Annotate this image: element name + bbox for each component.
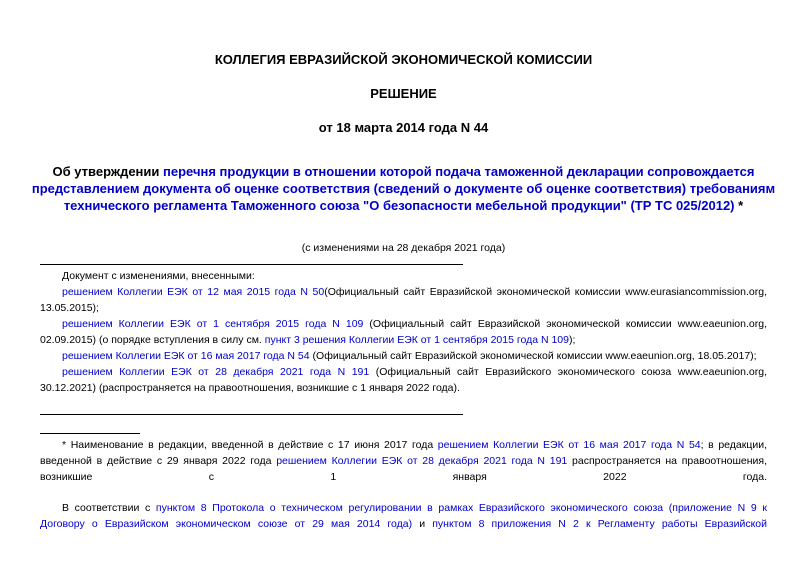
footnote-link[interactable]: решением Коллегии ЕЭК от 16 мая 2017 года N 54 (437, 439, 701, 451)
amendment-item (40, 364, 767, 396)
amendment-link[interactable]: решением Коллегии ЕЭК от 1 сентября 2015 года N 109 (62, 318, 364, 330)
amendment-item (40, 348, 767, 364)
body-text: В соответствии с (62, 502, 156, 514)
amendment-text: (Официальный сайт Евразийской экономической комиссии www.eurasiancommission.org, 13.05.2015); (40, 286, 767, 314)
org-heading: КОЛЛЕГИЯ ЕВРАЗИЙСКОЙ ЭКОНОМИЧЕСКОЙ КОМИССИИ (214, 52, 593, 67)
amendment-link[interactable]: решением Коллегии ЕЭК от 16 мая 2017 года N 54 (62, 350, 310, 362)
footnote-text: ; в редакции, введенной в действие с 29 января 2022 года (40, 439, 768, 467)
title-suffix: * (734, 198, 744, 213)
amendment-item (40, 316, 767, 348)
footnote (40, 437, 767, 501)
amendment-item (40, 284, 767, 316)
footnote-text: распространяется на правоотношения, возникшие с 1 января 2022 года. (40, 455, 768, 483)
body-text: и (412, 518, 433, 530)
document-title (30, 163, 777, 214)
divider-bottom (40, 414, 463, 415)
title-link[interactable]: перечня продукции в отношении которой подача таможенной декларации сопровождается представлением документа об оценке соответствия (сведений о документе об оценке соответствия) требованиям технического регламента Таможенного союза "О безопасности мебельной продукции" (ТР ТС 025/2012) (31, 164, 776, 213)
amendment-text: (Официальный сайт Евразийской экономической комиссии www.eaeunion.org, 18.05.2017); (309, 350, 757, 362)
amendment-link[interactable]: решением Коллегии ЕЭК от 12 мая 2015 года N 50 (62, 286, 325, 298)
amendment-text: (Официальный сайт Евразийского экономического союза www.eaeunion.org, 30.12.2021) (распространяется на правоотношения, возникшие с 1 января 2022 года). (40, 366, 767, 394)
footnote-link[interactable]: решением Коллегии ЕЭК от 28 декабря 2021 года N 191 (276, 455, 568, 467)
amendments-list (40, 268, 767, 396)
footnote-divider (40, 433, 140, 434)
body-link[interactable]: пунктом 8 приложения N 2 к Регламенту работы Евразийской (432, 518, 768, 530)
amendment-text: ); (568, 334, 576, 346)
changes-note: (с изменениями на 28 декабря 2021 года) (301, 242, 506, 254)
body-link[interactable]: пунктом 8 Протокола о техническом регулировании в рамках Евразийского экономического союза (приложение N 9 к Договору о Евразийском экономическом союзе от 29 мая 2014 года) (40, 502, 768, 530)
title-prefix: Об утверждении (52, 164, 164, 179)
amendments-intro: Документ с изменениями, внесенными: (62, 270, 255, 282)
date-number-heading: от 18 марта 2014 года N 44 (318, 120, 489, 135)
amendment-link[interactable]: решением Коллегии ЕЭК от 28 декабря 2021 года N 191 (62, 366, 370, 378)
divider-top (40, 264, 463, 265)
doc-type-heading: РЕШЕНИЕ (370, 86, 437, 101)
footnote-text: * Наименование в редакции, введенной в действие с 17 июня 2017 года (62, 439, 438, 451)
amendment-text: (Официальный сайт Евразийской экономической комиссии www.eaeunion.org, 02.09.2015) (о порядке вступления в силу см. (40, 318, 767, 346)
body-paragraph (40, 500, 767, 548)
amendment-link-secondary[interactable]: пункт 3 решения Коллегии ЕЭК от 1 сентября 2015 года N 109 (264, 334, 569, 346)
